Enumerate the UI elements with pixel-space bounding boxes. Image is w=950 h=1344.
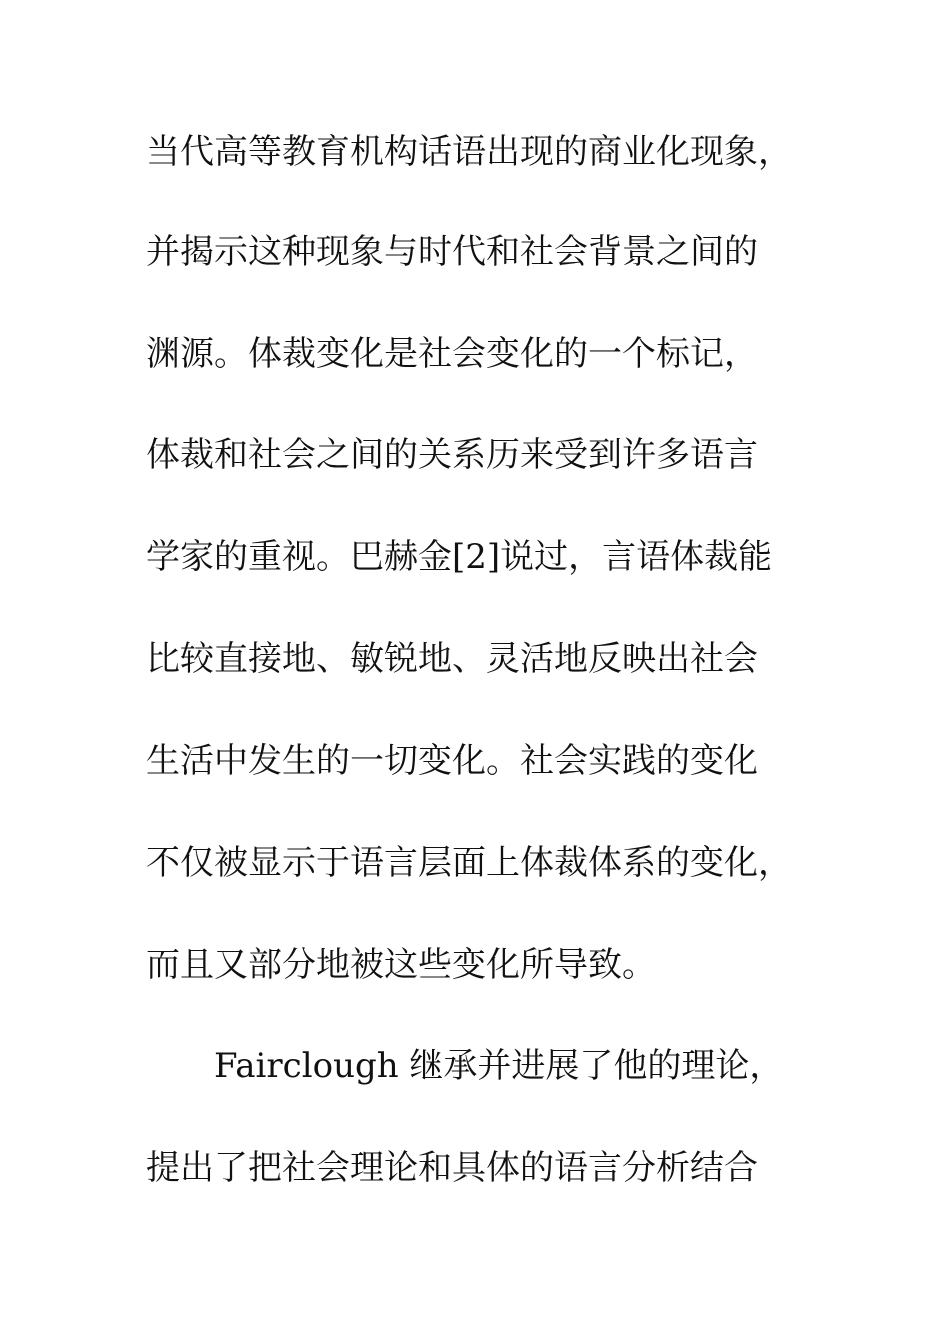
text-line: 生活中发生的一切变化。社会实践的变化 — [146, 741, 758, 781]
text-line: 而且又部分地被这些变化所导致。 — [146, 945, 656, 985]
text-line: 提出了把社会理论和具体的语言分析结合 — [146, 1148, 758, 1188]
text-line: 不仅被显示于语言层面上体裁体系的变化， — [146, 843, 792, 883]
text-line: 体裁和社会之间的关系历来受到许多语言 — [146, 435, 758, 475]
text-line: 渊源。体裁变化是社会变化的一个标记， — [146, 334, 758, 374]
text-line: 比较直接地、敏锐地、灵活地反映出社会 — [146, 639, 758, 679]
text-line: 学家的重视。巴赫金[2]说过，言语体裁能 — [146, 537, 773, 577]
text-line: 当代高等教育机构话语出现的商业化现象， — [146, 132, 792, 172]
paragraph-start-line: Fairclough 继承并进展了他的理论， — [214, 1046, 784, 1086]
text-line: 并揭示这种现象与时代和社会背景之间的 — [146, 232, 758, 272]
